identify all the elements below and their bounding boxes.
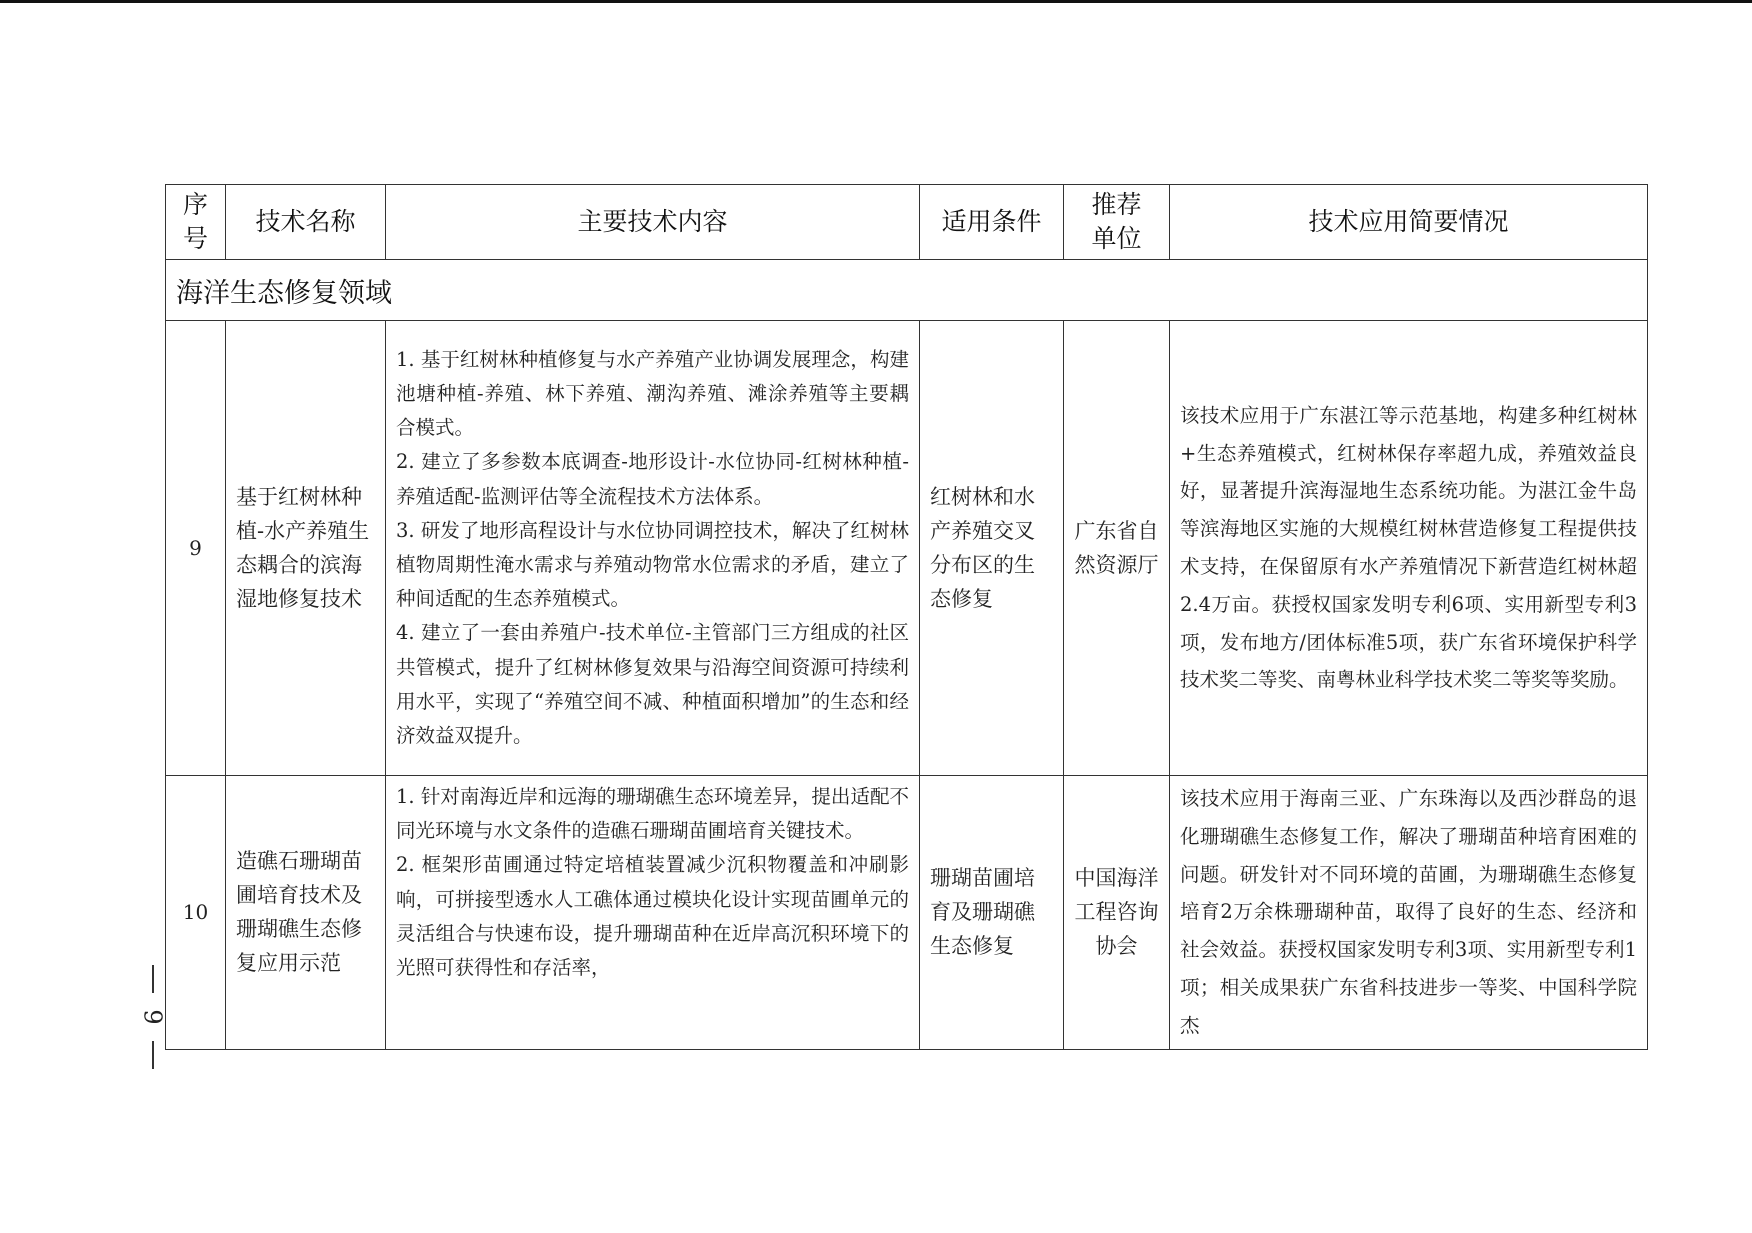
row-tech-name: 造礁石珊瑚苗圃培育技术及珊瑚礁生态修复应用示范 <box>226 776 386 1050</box>
row-tech-name: 基于红树林种植-水产养殖生态耦合的滨海湿地修复技术 <box>226 321 386 776</box>
row-unit: 广东省自然资源厅 <box>1064 321 1170 776</box>
header-condition: 适用条件 <box>920 185 1064 260</box>
table-row <box>166 776 1648 1050</box>
row-condition: 珊瑚苗圃培育及珊瑚礁生态修复 <box>920 776 1064 1050</box>
header-seq: 序号 <box>166 185 226 260</box>
section-row <box>166 260 1648 321</box>
content-item: 2. 建立了多参数本底调查-地形设计-水位协同-红树林种植-养殖适配-监测评估等全流程技术方法体系。 <box>396 450 909 508</box>
header-content: 主要技术内容 <box>386 185 920 260</box>
top-border-line <box>0 0 1752 3</box>
page-number-text: 9 <box>139 1009 167 1025</box>
content-item: 4. 建立了一套由养殖户-技术单位-主管部门三方组成的社区共管模式，提升了红树林修复效果与沿海空间资源可持续利用水平，实现了“养殖空间不减、种植面积增加”的生态和经济效益双提升。 <box>396 621 909 748</box>
row-summary: 该技术应用于海南三亚、广东珠海以及西沙群岛的退化珊瑚礁生态修复工作，解决了珊瑚苗种培育困难的问题。研发针对不同环境的苗圃，为珊瑚礁生态修复培育2万余株珊瑚种苗，取得了良好的生态、经济和社会效益。获授权国家发明专利3项、实用新型专利1项；相关成果获广东省科技进步一等奖、中国科学院杰 <box>1170 776 1648 1050</box>
row-unit: 中国海洋工程咨询协会 <box>1064 776 1170 1050</box>
header-name: 技术名称 <box>226 185 386 260</box>
row-condition: 红树林和水产养殖交叉分布区的生态修复 <box>920 321 1064 776</box>
content-item: 1. 针对南海近岸和远海的珊瑚礁生态环境差异，提出适配不同光环境与水文条件的造礁石珊瑚苗圃培育关键技术。 <box>396 785 909 843</box>
header-unit: 推荐单位 <box>1064 185 1170 260</box>
row-tech-content <box>386 776 920 1050</box>
row-summary: 该技术应用于广东湛江等示范基地，构建多种红树林+生态养殖模式，红树林保存率超九成，养殖效益良好，显著提升滨海湿地生态系统功能。为湛江金牛岛等滨海地区实施的大规模红树林营造修复工程提供技术支持，在保留原有水产养殖情况下新营造红树林超2.4万亩。获授权国家发明专利6项、实用新型专利3项，发布地方/团体标准5项，获广东省环境保护科学技术奖二等奖、南粤林业科学技术奖二等奖等奖励。 <box>1170 321 1648 776</box>
header-summary: 技术应用简要情况 <box>1170 185 1648 260</box>
content-item: 1. 基于红树林种植修复与水产养殖产业协调发展理念，构建池塘种植-养殖、林下养殖、潮沟养殖、滩涂养殖等主要耦合模式。 <box>396 347 909 440</box>
page-number-dash <box>152 1041 154 1069</box>
row-seq: 10 <box>166 776 226 1050</box>
row-seq: 9 <box>166 321 226 776</box>
row-tech-content <box>386 321 920 776</box>
technology-table <box>165 184 1648 1050</box>
content-item: 2. 框架形苗圃通过特定培植装置减少沉积物覆盖和冲刷影响，可拼接型透水人工礁体通过模块化设计实现苗圃单元的灵活组合与快速布设，提升珊瑚苗种在近岸高沉积环境下的光照可获得性和存活率， <box>396 853 909 980</box>
content-item: 3. 研发了地形高程设计与水位协同调控技术，解决了红树林植物周期性淹水需求与养殖动物常水位需求的矛盾，建立了种间适配的生态养殖模式。 <box>396 518 909 611</box>
section-title: 海洋生态修复领域 <box>166 260 1648 321</box>
table-header-row <box>166 185 1648 260</box>
table-row <box>166 321 1648 776</box>
page-number-dash <box>152 965 154 993</box>
page-number <box>138 965 168 1085</box>
